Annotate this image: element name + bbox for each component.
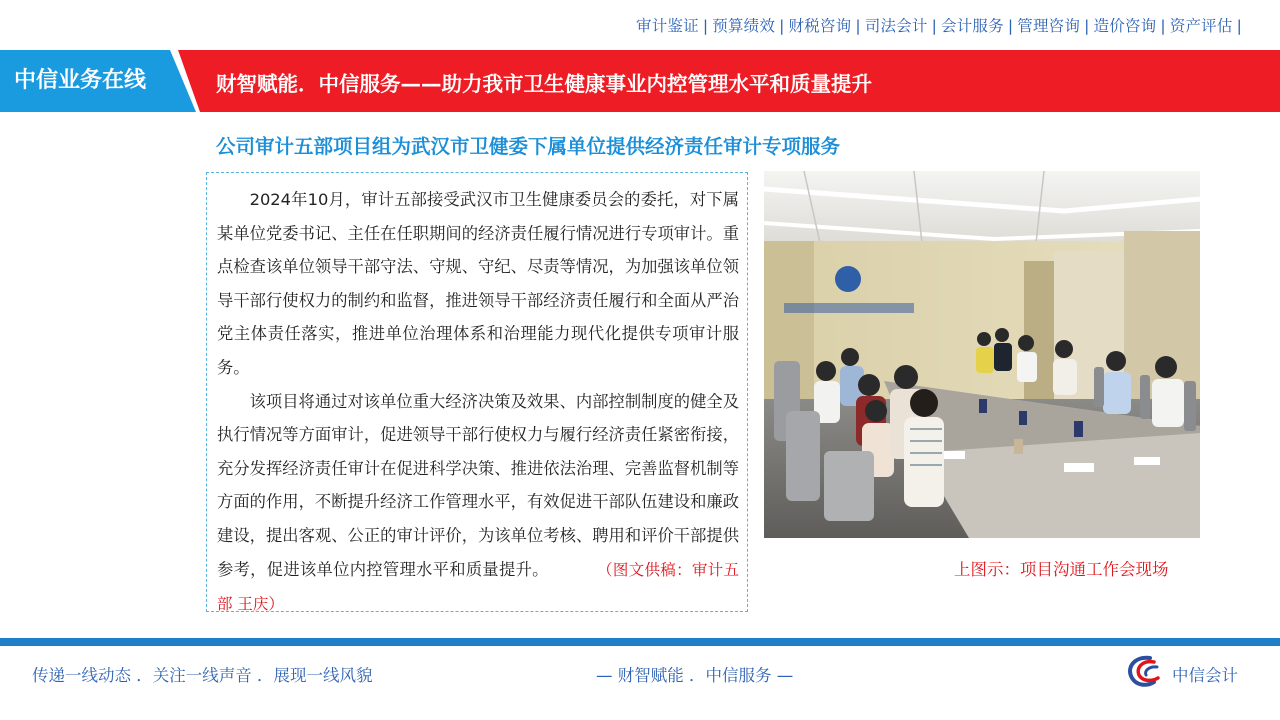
nav-separator: |: [779, 17, 785, 35]
nav-separator: |: [1007, 17, 1014, 35]
nav-separator: |: [855, 17, 861, 35]
footer-motto: — 财智赋能 ．中信服务 —: [596, 666, 794, 685]
footer-divider: [0, 638, 1280, 646]
article-credit: （图文供稿：审计五部 王庆）: [217, 560, 739, 614]
nav-item-audit[interactable]: 审计鉴证: [636, 17, 699, 35]
meeting-room-photo: [764, 171, 1200, 538]
nav-separator: |: [702, 17, 709, 35]
article-paragraph-text: 该项目将通过对该单位重大经济决策及效果、内部控制制度的健全及执行情况等方面审计，促进领导干部行使权力与履行经济责任紧密衔接，充分发挥经济责任审计在促进科学决策、推进依法治理、完善监督机制等方面的作用，不断提升经济工作管理水平，有效促进干部队伍建设和廉政建设，提出客观、公正的审计评价，为该单位考核、聘用和评价干部提供参考，促进该单位内控管理水平和质量提升。: [217, 391, 739, 579]
article-paragraph: [217, 385, 739, 622]
nav-item-budget[interactable]: 预算绩效: [712, 17, 776, 35]
header-banner: [0, 50, 1280, 112]
nav-separator: |: [1084, 17, 1090, 35]
page-title: 财智赋能．中信服务——助力我市卫生健康事业内控管理水平和质量提升: [216, 72, 872, 96]
nav-item-cost[interactable]: 造价咨询: [1093, 17, 1157, 35]
meeting-photo-illustration: [764, 171, 1200, 538]
nav-item-accounting[interactable]: 会计服务: [941, 17, 1004, 35]
nav-item-management[interactable]: 管理咨询: [1017, 17, 1081, 35]
section-label: 中信业务在线: [14, 68, 147, 93]
nav-item-asset[interactable]: 资产评估: [1169, 17, 1233, 35]
nav-separator: |: [1160, 17, 1166, 35]
article-text-box: [206, 172, 748, 612]
top-nav: [636, 14, 1246, 36]
footer-brand: 中信会计: [1172, 666, 1238, 685]
footer-slogan: 传递一线动态 ．关注一线声音 ．展现一线风貌: [32, 666, 373, 685]
article-subtitle: 公司审计五部项目组为武汉市卫健委下属单位提供经济责任审计专项服务: [216, 135, 841, 158]
nav-item-tax[interactable]: 财税咨询: [788, 17, 852, 35]
photo-caption: 上图示：项目沟通工作会现场: [954, 560, 1169, 579]
nav-item-judicial[interactable]: 司法会计: [864, 17, 928, 35]
nav-separator: |: [931, 17, 937, 35]
nav-separator: |: [1236, 17, 1242, 35]
zhongxin-logo-icon: [1124, 654, 1164, 690]
article-paragraph: 2024年10月，审计五部接受武汉市卫生健康委员会的委托，对下属某单位党委书记、主任在任职期间的经济责任履行情况进行专项审计。重点检查该单位领导干部守法、守规、守纪、尽责等情况，为加强该单位领导干部行使权力的制约和监督，推进领导干部经济责任履行和全面从严治党主体责任落实，推进单位治理体系和治理能力现代化提供专项审计服务。: [217, 190, 739, 377]
